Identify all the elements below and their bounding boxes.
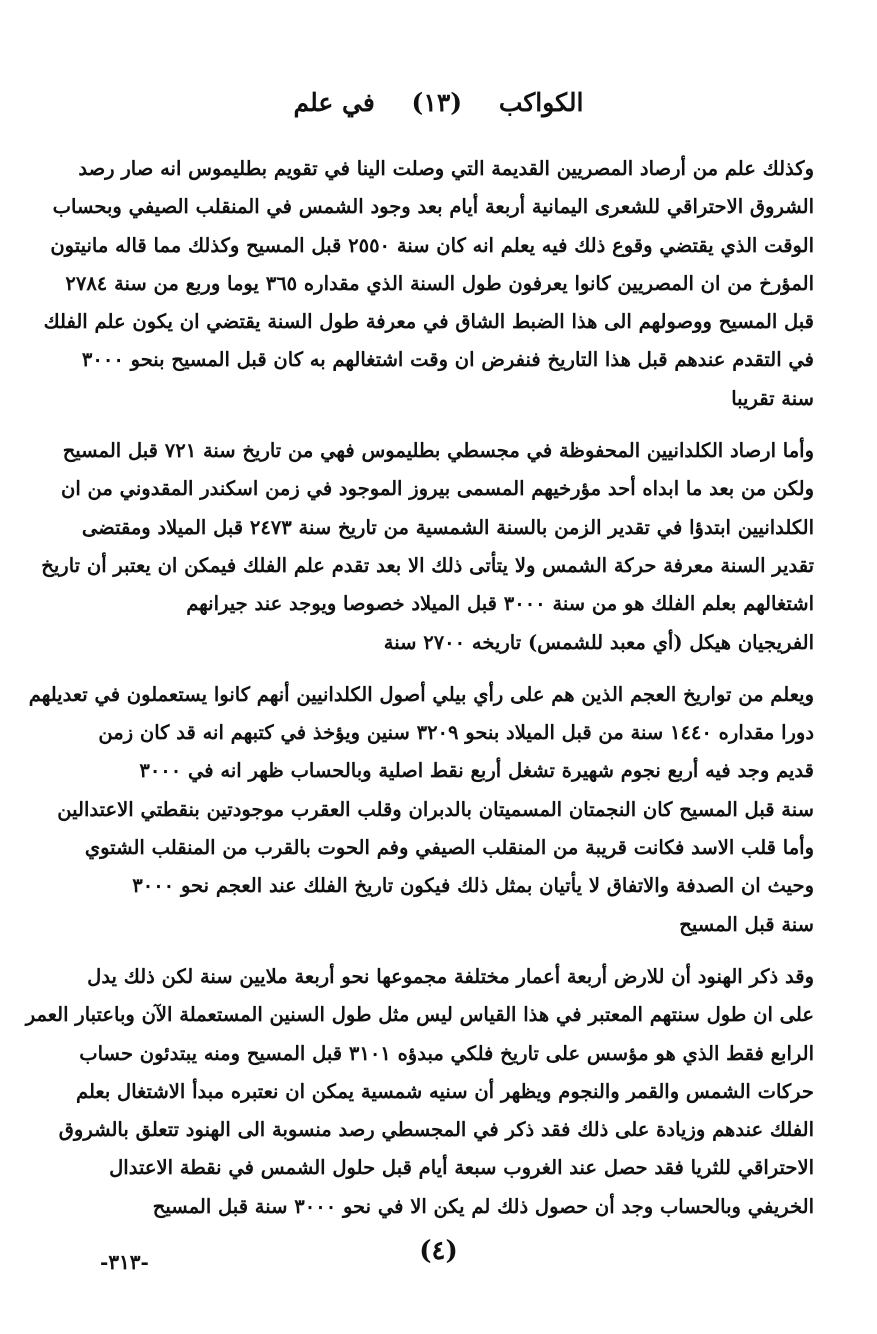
text-line: وأما قلب الاسد فكانت قريبة من المنقلب الصيفي وفم الحوت بالقرب من المنقلب الشتوي bbox=[84, 836, 814, 860]
text-line: الفريجيان هيكل (أي معبد للشمس) تاريخه ٢٧٠٠ سنة bbox=[383, 630, 814, 654]
text-line: وكذلك علم من أرصاد المصريين القديمة التي وصلت الينا في تقويم بطليموس انه صار رصد bbox=[78, 157, 814, 180]
text-line: سنة قبل المسيح bbox=[679, 912, 814, 936]
footer-page-number: (٤) bbox=[419, 1236, 458, 1266]
paragraph-persians bbox=[28, 676, 814, 944]
text-line: قديم وجد فيه أربع نجوم شهيرة تشغل أربع نقط اصلية وبالحساب ظهر انه في ٣٠٠٠ bbox=[139, 759, 814, 783]
footer-folio: -٣١٣- bbox=[100, 1250, 149, 1274]
text-line: الاحتراقي للثريا فقد حصل عند الغروب سبعة أيام قبل حلول الشمس في نقطة الاعتدال bbox=[109, 1156, 814, 1180]
text-line: الوقت الذي يقتضي وقوع ذلك فيه يعلم انه كان سنة ٢٥٥٠ قبل المسيح وكذلك مما قاله مانيتون bbox=[50, 233, 814, 257]
text-line: المؤرخ من ان المصريين كانوا يعرفون طول السنة الذي مقداره ٣٦٥ يوما وربع من سنة ٢٧٨٤ bbox=[65, 271, 814, 295]
header-right-text: الكواكب bbox=[498, 88, 584, 117]
paragraph-egyptians bbox=[43, 150, 814, 418]
text-line: وقد ذكر الهنود أن للارض أربعة أعمار مختلفة مجموعها نحو أربعة ملايين سنة لكن ذلك يدل bbox=[87, 964, 814, 988]
text-line: اشتغالهم بعلم الفلك هو من سنة ٣٠٠٠ قبل الميلاد خصوصا ويوجد عند جيرانهم bbox=[186, 592, 814, 616]
text-line: الكلدانيين ابتدؤا في تقدير الزمن بالسنة الشمسية من تاريخ سنة ٢٤٧٣ قبل الميلاد ومقتضى bbox=[81, 515, 814, 539]
text-line: حركات الشمس والقمر والنجوم ويظهر أن سنيه شمسية يمكن ان نعتبره مبدأ الاشتغال بعلم bbox=[75, 1079, 814, 1103]
text-line: قبل المسيح ووصولهم الى هذا الضبط الشاق في معرفة طول السنة يقتضي ان يكون علم الفلك bbox=[43, 310, 814, 334]
text-line: ويعلم من تواريخ العجم الذين هم على رأي بيلي أصول الكلدانيين أنهم كانوا يستعملون في تعديلهم bbox=[28, 682, 814, 706]
text-line: سنة قبل المسيح كان النجمتان المسميتان بالدبران وقلب العقرب موجودتين بنقطتي الاعتدالين bbox=[57, 797, 814, 821]
text-line: وأما ارصاد الكلدانيين المحفوظة في مجسطي بطليموس فهي من تاريخ سنة ٧٢١ قبل المسيح bbox=[62, 439, 814, 463]
paragraph-chaldeans bbox=[41, 432, 814, 662]
text-line: في التقدم عندهم قبل هذا التاريخ فنفرض ان وقت اشتغالهم به كان قبل المسيح بنحو ٣٠٠٠ bbox=[81, 348, 814, 372]
header-page-number: (١٣) bbox=[411, 88, 463, 117]
text-line: على ان طول سنتهم المعتبر في هذا القياس ليس مثل طول السنين المستعملة الآن وباعتبار العمر bbox=[25, 1003, 814, 1027]
text-line: الفلك عندهم وزيادة على ذلك فقد ذكر في المجسطي رصد منسوبة الى الهنود تتعلق بالشروق bbox=[58, 1118, 814, 1142]
running-header bbox=[0, 88, 877, 117]
header-left-text: في علم bbox=[293, 88, 375, 117]
text-line: ولكن من بعد ما ابداه أحد مؤرخيهم المسمى بيروز الموجود في زمن اسكندر المقدوني من ان bbox=[61, 477, 814, 501]
body-text bbox=[25, 150, 814, 1240]
text-line: دورا مقداره ١٤٤٠ سنة من قبل الميلاد بنحو ٣٢٠٩ سنين ويؤخذ في كتبهم انه قد كان زمن bbox=[98, 721, 814, 745]
text-line: تقدير السنة معرفة حركة الشمس ولا يتأتى ذلك الا بعد تقدم علم الفلك فيمكن ان يعتبر أن تاريخ bbox=[41, 553, 814, 577]
text-line: الخريفي وبالحساب وجد أن حصول ذلك لم يكن الا في نحو ٣٠٠٠ سنة قبل المسيح bbox=[152, 1194, 814, 1218]
text-line: سنة تقريبا bbox=[731, 386, 814, 410]
paragraph-indians bbox=[25, 958, 814, 1226]
text-line: الرابع فقط الذي هو مؤسس على تاريخ فلكي مبدؤه ٣١٠١ قبل المسيح ومنه يبتدئون حساب bbox=[79, 1041, 814, 1065]
text-line: وحيث ان الصدفة والاتفاق لا يأتيان بمثل ذلك فيكون تاريخ الفلك عند العجم نحو ٣٠٠٠ bbox=[132, 874, 814, 898]
text-line: الشروق الاحتراقي للشعرى اليمانية أربعة أيام بعد وجود الشمس في المنقلب الصيفي وبحساب bbox=[52, 195, 814, 219]
